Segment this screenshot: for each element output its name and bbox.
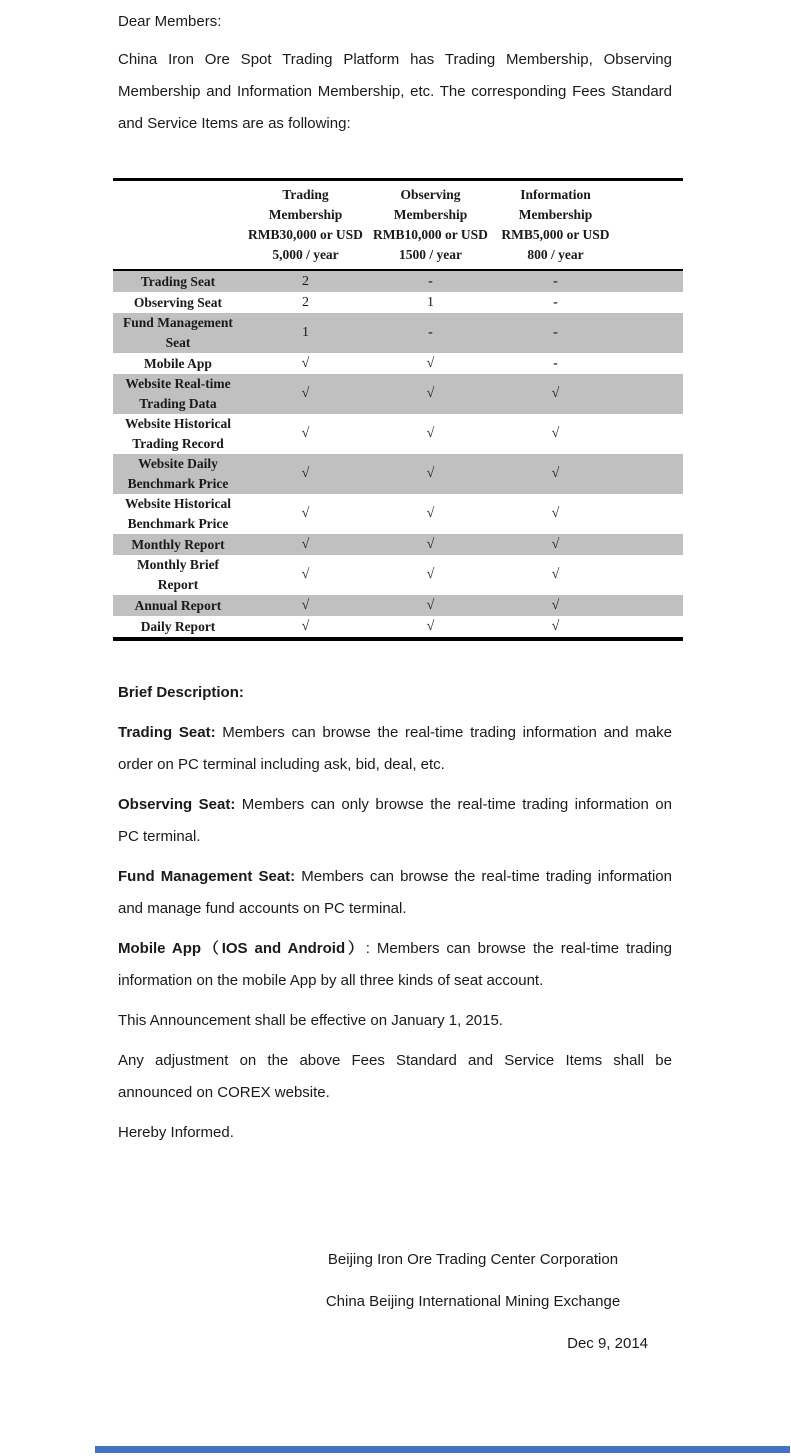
service-value: 2 [302, 294, 309, 310]
table-row [113, 414, 683, 454]
row-filler-cell [618, 454, 683, 494]
check-mark: √ [426, 536, 435, 552]
check-mark: √ [426, 355, 435, 371]
check-mark: √ [301, 597, 310, 613]
brief-description-item [118, 861, 672, 925]
brief-item-term: Mobile App（IOS and Android） [118, 940, 366, 957]
brief-item-term: Trading Seat: [118, 724, 216, 741]
table-row [113, 555, 683, 595]
check-mark: √ [301, 618, 310, 634]
row-filler-cell [618, 374, 683, 414]
brief-description-item [118, 717, 672, 781]
table-row [113, 454, 683, 494]
brief-description-item [118, 933, 672, 997]
check-mark: √ [426, 618, 435, 634]
check-mark: √ [301, 386, 310, 401]
brief-item-text: Members can browse the real-time trading information and make order on PC terminal including ask, bid, deal, etc. [118, 724, 672, 773]
service-value: - [553, 325, 558, 340]
service-value: - [428, 325, 433, 340]
table-row [113, 292, 683, 313]
intro-paragraph: China Iron Ore Spot Trading Platform has Trading Membership, Observing Membership and Information Membership, etc. The corresponding Fees Standard and Service Items are as following: [118, 51, 672, 132]
check-mark: √ [301, 426, 310, 441]
row-filler-cell [618, 414, 683, 454]
check-mark: √ [551, 466, 560, 481]
service-item-label: Daily Report [140, 618, 216, 634]
row-filler-cell [618, 555, 683, 595]
service-value: - [553, 355, 558, 371]
check-mark: √ [551, 536, 560, 552]
salutation: Dear Members: [118, 13, 222, 30]
signature-org-2: China Beijing International Mining Exchange [325, 1293, 621, 1310]
check-mark: √ [551, 597, 560, 613]
check-mark: √ [301, 567, 310, 582]
service-value: - [553, 294, 558, 310]
row-filler-cell [618, 313, 683, 353]
service-item-label: Monthly Report [131, 536, 225, 552]
service-item-label: Website Historical Trading Record [124, 416, 232, 451]
table-row [113, 595, 683, 616]
brief-description-list [118, 717, 672, 997]
service-value: 2 [302, 273, 309, 289]
brief-item-text: Members can only browse the real-time trading information on PC terminal. [118, 796, 672, 845]
brief-item-text: : Members can browse the real-time trading information on the mobile App by all three kinds of seat account. [118, 940, 672, 989]
row-filler-cell [618, 270, 683, 292]
membership-column-header-1: Trading Membership RMB30,000 or USD 5,000 / year [243, 180, 368, 271]
table-row [113, 374, 683, 414]
check-mark: √ [551, 567, 560, 582]
brief-description-item [118, 789, 672, 853]
header-filler-cell [618, 180, 683, 271]
service-item-label: Website Historical Benchmark Price [124, 496, 232, 531]
signature-date: Dec 9, 2014 [567, 1335, 648, 1352]
table-row [113, 270, 683, 292]
adjustment-paragraph: Any adjustment on the above Fees Standard and Service Items shall be announced on COREX website. [118, 1052, 672, 1101]
check-mark: √ [426, 506, 435, 521]
row-filler-cell [618, 595, 683, 616]
service-item-label: Trading Seat [140, 273, 216, 289]
membership-column-header-2: Observing Membership RMB10,000 or USD 1500 / year [368, 180, 493, 271]
check-mark: √ [551, 386, 560, 401]
check-mark: √ [551, 506, 560, 521]
table-row [113, 313, 683, 353]
signature-block [298, 1239, 672, 1365]
check-mark: √ [426, 466, 435, 481]
brief-item-text: Members can browse the real-time trading information and manage fund accounts on PC terminal. [118, 868, 672, 917]
check-mark: √ [551, 426, 560, 441]
signature-org-1: Beijing Iron Ore Trading Center Corporation [327, 1251, 619, 1268]
service-value: - [428, 273, 433, 289]
service-item-label: Monthly Brief Report [136, 557, 220, 592]
table-row [113, 534, 683, 555]
effective-date-paragraph: This Announcement shall be effective on January 1, 2015. [118, 1012, 503, 1029]
service-item-label: Annual Report [134, 597, 222, 613]
fees-table [113, 178, 683, 641]
row-filler-cell [618, 616, 683, 639]
check-mark: √ [426, 597, 435, 613]
table-row [113, 494, 683, 534]
fees-table-header [113, 180, 683, 271]
service-item-label: Observing Seat [133, 294, 223, 310]
row-filler-cell [618, 292, 683, 313]
service-item-label: Fund Management Seat [123, 315, 233, 350]
brief-description-heading: Brief Description: [118, 684, 244, 701]
service-value: 1 [427, 294, 434, 310]
check-mark: √ [301, 355, 310, 371]
table-row [113, 353, 683, 374]
check-mark: √ [426, 426, 435, 441]
brief-item-term: Observing Seat: [118, 796, 236, 813]
service-item-label: Website Real-time Trading Data [125, 376, 231, 411]
check-mark: √ [426, 386, 435, 401]
service-value: - [553, 273, 558, 289]
header-empty-cell [113, 180, 243, 271]
brief-item-term: Fund Management Seat: [118, 868, 296, 885]
table-row [113, 616, 683, 639]
footer-accent-bar [95, 1446, 790, 1453]
service-item-label: Website Daily Benchmark Price [127, 456, 229, 491]
row-filler-cell [618, 494, 683, 534]
row-filler-cell [618, 353, 683, 374]
check-mark: √ [551, 618, 560, 634]
membership-column-header-3: Information Membership RMB5,000 or USD 800 / year [493, 180, 618, 271]
check-mark: √ [301, 506, 310, 521]
service-value: 1 [302, 325, 309, 340]
check-mark: √ [301, 466, 310, 481]
row-filler-cell [618, 534, 683, 555]
check-mark: √ [426, 567, 435, 582]
service-item-label: Mobile App [144, 355, 212, 371]
hereby-informed: Hereby Informed. [118, 1124, 234, 1141]
check-mark: √ [301, 536, 310, 552]
